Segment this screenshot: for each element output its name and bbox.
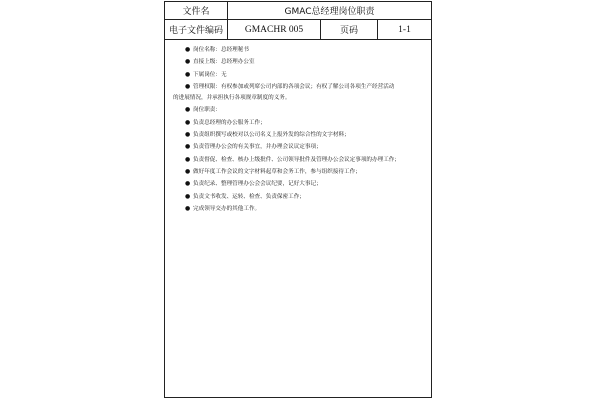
bullet-icon: ● — [185, 58, 191, 66]
duty-item — [173, 166, 425, 178]
header-row-1 — [165, 2, 431, 20]
document-body — [165, 40, 431, 215]
bullet-icon: ● — [185, 70, 191, 78]
direct-superior-text: 直接上级：总经理办公室 — [193, 59, 255, 66]
bullet-icon: ● — [185, 46, 191, 53]
direct-superior-line — [173, 56, 425, 68]
page-label: 页码 — [320, 20, 377, 39]
duty-text: 完成领导交办的其他工作。 — [193, 205, 261, 212]
page-number: 1-1 — [377, 20, 431, 39]
duties-header-line — [173, 104, 425, 116]
duty-text: 负责总经理的办公服务工作； — [193, 119, 266, 126]
subordinate-line — [173, 69, 425, 81]
subordinate-text: 下属岗位：无 — [193, 71, 227, 78]
job-description-document — [164, 1, 432, 398]
duty-item — [173, 203, 425, 215]
duty-item — [173, 129, 425, 141]
header-row-2 — [165, 20, 431, 40]
bullet-icon: ● — [185, 167, 191, 175]
authority-text-1: 管理权限：有权参加或列席公司内部的各项会议；有权了解公司各项生产经营活动 — [193, 83, 395, 90]
e-file-code-value: GMACHR 005 — [227, 20, 320, 39]
bullet-icon: ● — [185, 192, 191, 200]
document-title: GMAC总经理岗位职责 — [227, 2, 431, 19]
authority-line-2: 的进展情况，并承担执行各项规章制度的义务。 — [173, 95, 291, 102]
bullet-icon: ● — [185, 204, 191, 212]
duty-text: 负责管理办公会的有关事宜，并办理会议议定事项； — [193, 144, 322, 151]
bullet-icon: ● — [185, 106, 191, 114]
duties-header-text: 岗位职责： — [193, 107, 221, 114]
bullet-icon: ● — [185, 82, 191, 90]
position-name-text: 岗位名称：总经理秘书 — [193, 47, 249, 53]
duty-text: 负责文书收发、运转、检查、负责保密工作； — [193, 193, 305, 200]
duty-text: 负责督促、检查、核办上级批件、公司领导批件及管理办公会议定事项的办理工作； — [193, 156, 400, 163]
position-name-line — [173, 44, 425, 56]
bullet-icon: ● — [185, 180, 191, 188]
e-file-code-label: 电子文件编码 — [168, 26, 223, 36]
duty-text: 做好年度工作会议的文字材料起草和会务工作，参与组织接待工作； — [193, 168, 361, 175]
duty-item — [173, 178, 425, 190]
duty-item — [173, 117, 425, 129]
bullet-icon: ● — [185, 143, 191, 151]
duty-item — [173, 191, 425, 203]
file-name-label: 文件名 — [182, 7, 210, 17]
duty-text: 负责纪录、整理管理办公会会议纪要，记好大事记； — [193, 181, 322, 188]
bullet-icon: ● — [185, 131, 191, 139]
duty-item — [173, 154, 425, 166]
bullet-icon: ● — [185, 155, 191, 163]
duty-item — [173, 141, 425, 153]
bullet-icon: ● — [185, 118, 191, 126]
authority-line-1 — [173, 81, 425, 93]
duty-text: 负责组织撰写或校对以公司名义上报外发的综合性的文字材料； — [193, 132, 350, 139]
